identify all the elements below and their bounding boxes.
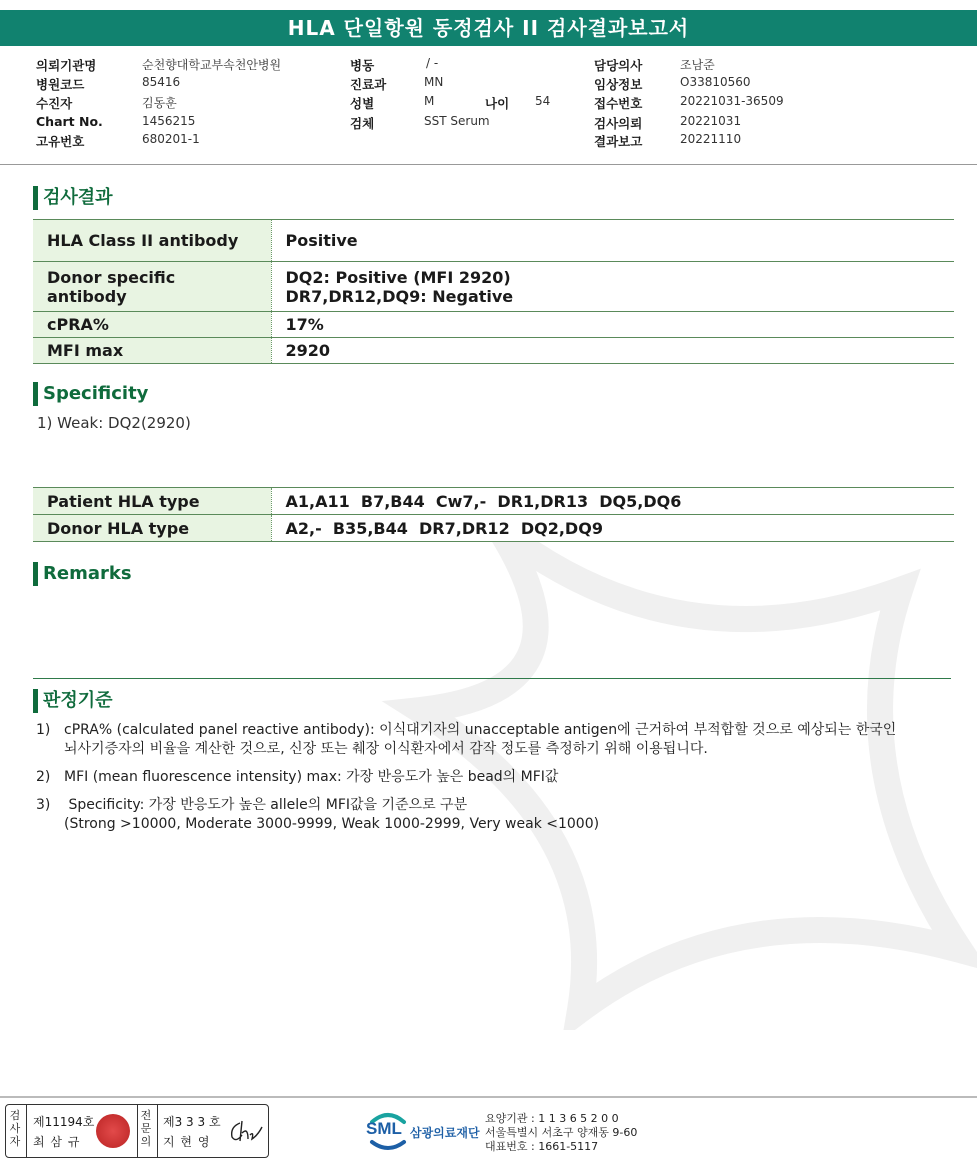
- info-value: 54: [535, 94, 551, 108]
- hla-value: A2,- B35,B44 DR7,DR12 DQ2,DQ9: [271, 515, 954, 542]
- result-value: Positive: [271, 220, 954, 262]
- box-separator: [137, 1105, 138, 1157]
- criteria-text: Specificity: 가장 반응도가 높은 allele의 MFI값을 기준으로 구분: [64, 797, 468, 813]
- box-separator: [157, 1105, 158, 1157]
- footer-divider: [0, 1096, 977, 1098]
- results-table: [33, 219, 954, 364]
- org-abbrev: SML: [366, 1119, 402, 1138]
- info-label: 진료과: [350, 77, 387, 92]
- specialist-license: 제3 3 3 호: [163, 1115, 221, 1129]
- address: 서울특별시 서초구 양재동 9-60: [485, 1126, 638, 1139]
- criteria-text: MFI (mean fluorescence intensity) max: 가장 반응도가 높은 bead의 MFI값: [64, 769, 559, 785]
- info-label: 임상정보: [594, 77, 643, 92]
- info-label: 담당의사: [594, 58, 643, 73]
- info-label: 검사의뢰: [594, 116, 643, 131]
- info-value: 조남준: [680, 58, 715, 72]
- info-label: 고유번호: [36, 134, 85, 149]
- criteria-item: [36, 768, 936, 788]
- org-name: 삼광의료재단: [410, 1126, 480, 1140]
- criteria-section-title: 판정기준: [33, 689, 113, 713]
- info-value: 20221031-36509: [680, 94, 784, 108]
- info-value: 20221031: [680, 114, 742, 128]
- result-value: DQ2: Positive (MFI 2920): [285, 267, 511, 287]
- info-value: 1456215: [142, 114, 196, 128]
- signature-box: [5, 1104, 269, 1158]
- criteria-number: 3): [36, 797, 51, 813]
- results-section-title: 검사결과: [33, 186, 113, 210]
- criteria-item: [36, 721, 936, 761]
- info-value: 680201-1: [142, 132, 200, 146]
- info-divider: [0, 164, 977, 165]
- result-key: MFI max: [33, 338, 271, 364]
- info-value: 20221110: [680, 132, 742, 146]
- table-row: [33, 488, 954, 515]
- result-value-cell: [271, 262, 954, 312]
- info-value: SST Serum: [424, 114, 490, 128]
- result-key: Donor specific antibody: [33, 262, 271, 312]
- specificity-text: 1) Weak: DQ2(2920): [37, 414, 191, 432]
- info-label: 병원코드: [36, 77, 85, 92]
- seal-stamp-icon: [96, 1114, 130, 1148]
- specialist-name: 지 현 영: [163, 1135, 211, 1149]
- info-label: 의뢰기관명: [36, 58, 97, 73]
- result-key: cPRA%: [33, 312, 271, 338]
- hla-key: Patient HLA type: [33, 488, 271, 515]
- hla-value: A1,A11 B7,B44 Cw7,- DR1,DR13 DQ5,DQ6: [271, 488, 954, 515]
- result-value: 17%: [271, 312, 954, 338]
- result-value-line2: DR7,DR12,DQ9: Negative: [285, 286, 514, 306]
- phone: 대표번호 : 1661-5117: [485, 1140, 599, 1153]
- inspector-label: 검사자: [9, 1109, 21, 1148]
- result-value: 2920: [271, 338, 954, 364]
- info-value: O33810560: [680, 75, 751, 89]
- info-label: 결과보고: [594, 134, 643, 149]
- table-row: [33, 220, 954, 262]
- info-value: MN: [424, 75, 444, 89]
- hla-key: Donor HLA type: [33, 515, 271, 542]
- box-separator: [26, 1105, 27, 1157]
- hla-type-table: [33, 487, 954, 542]
- info-value: M: [424, 94, 435, 108]
- criteria-number: 1): [36, 722, 51, 738]
- report-title: HLA 단일항원 동정검사 II 검사결과보고서: [0, 10, 977, 46]
- criteria-text-line2: 뇌사기증자의 비율을 계산한 것으로, 신장 또는 췌장 이식환자에서 감작 정도를 측정하기 위해 이용됩니다.: [64, 741, 708, 757]
- signature-icon: [228, 1117, 264, 1145]
- criteria-text-line2: (Strong >10000, Moderate 3000-9999, Weak 1000-2999, Very weak <1000): [64, 816, 600, 832]
- info-label: Chart No.: [36, 114, 103, 129]
- criteria-number: 2): [36, 769, 51, 785]
- table-row: [33, 312, 954, 338]
- info-label: 병동: [350, 58, 375, 73]
- table-row: [33, 338, 954, 364]
- table-row: [33, 515, 954, 542]
- info-label: 접수번호: [594, 96, 643, 111]
- remarks-divider: [33, 678, 951, 679]
- info-label: 수진자: [36, 96, 73, 111]
- info-label: 성별: [350, 96, 375, 111]
- info-label: 검체: [350, 116, 375, 131]
- care-code: 요양기관 : 1 1 3 6 5 2 0 0: [485, 1112, 619, 1125]
- remarks-section-title: Remarks: [33, 562, 132, 586]
- specialist-label: 전문의: [140, 1109, 152, 1148]
- info-value: 85416: [142, 75, 181, 89]
- inspector-name: 최 삼 규: [33, 1135, 81, 1149]
- info-value: / -: [426, 56, 439, 70]
- criteria-item: [36, 796, 936, 836]
- result-key: HLA Class II antibody: [33, 220, 271, 262]
- specificity-section-title: Specificity: [33, 382, 148, 406]
- org-address-block: [485, 1112, 637, 1154]
- table-row: [33, 262, 954, 312]
- inspector-license: 제11194호: [33, 1115, 95, 1129]
- info-value: 순천향대학교부속천안병원: [142, 58, 282, 72]
- info-value: 김동훈: [142, 96, 177, 110]
- criteria-text: cPRA% (calculated panel reactive antibody): 이식대기자의 unacceptable antigen에 근거하여 부적합할 것으로 예상되는 한국인: [64, 722, 897, 738]
- info-label: 나이: [485, 96, 510, 111]
